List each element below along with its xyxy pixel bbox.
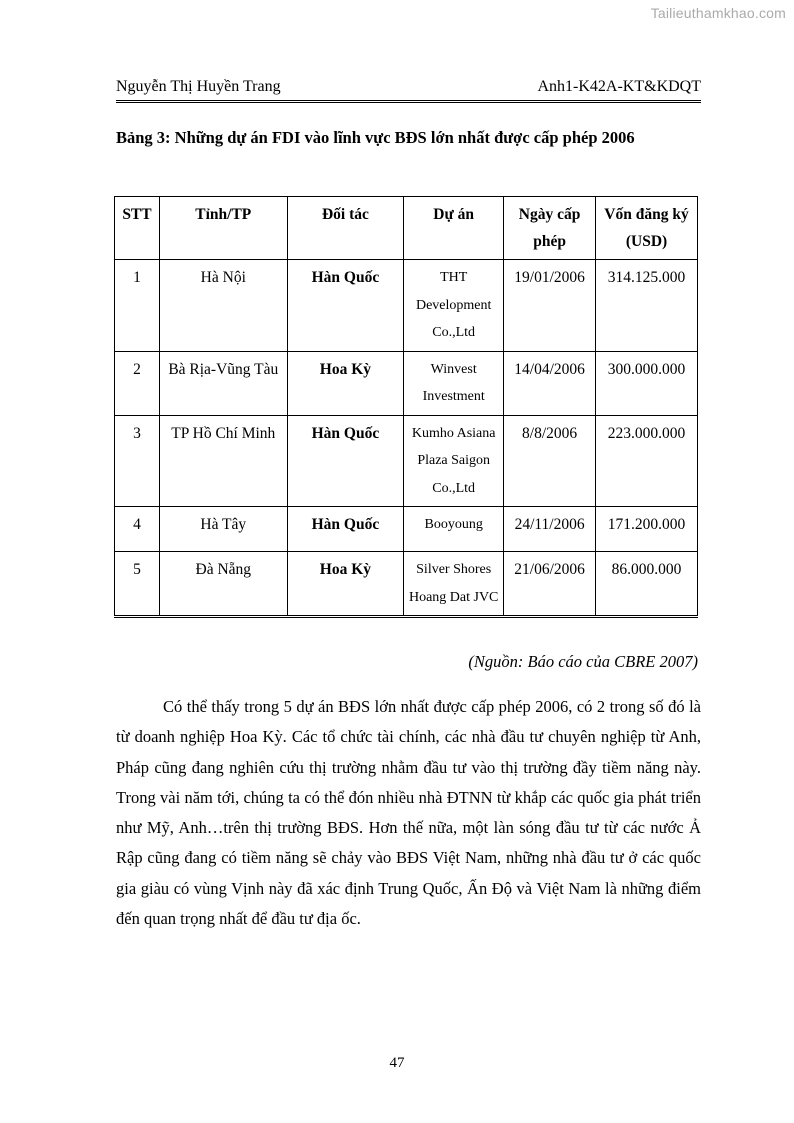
table-row [115,260,698,352]
cell-capital: 300.000.000 [596,351,698,415]
page-header [116,78,701,103]
cell-capital: 86.000.000 [596,552,698,617]
table-caption: Bảng 3: Những dự án FDI vào lĩnh vực BĐS lớn nhất được cấp phép 2006 [116,128,635,147]
cell-province: Đà Nẵng [159,552,287,617]
cell-capital: 171.200.000 [596,507,698,552]
cell-partner: Hàn Quốc [287,507,404,552]
column-header-project: Dự án [404,197,504,260]
cell-project: Kumho Asiana Plaza Saigon Co.,Ltd [404,415,504,507]
cell-province: Bà Rịa-Vũng Tàu [159,351,287,415]
table-header-row [115,197,698,260]
cell-province: Hà Tây [159,507,287,552]
header-author: Nguyễn Thị Huyền Trang [116,78,281,95]
table-row [115,552,698,617]
cell-partner: Hàn Quốc [287,260,404,352]
cell-stt: 3 [115,415,160,507]
cell-project: Winvest Investment [404,351,504,415]
header-class-code: Anh1-K42A-KT&KDQT [537,78,701,95]
cell-date: 8/8/2006 [504,415,596,507]
cell-date: 19/01/2006 [504,260,596,352]
cell-date: 14/04/2006 [504,351,596,415]
table-row [115,507,698,552]
table-source-note: (Nguồn: Báo cáo của CBRE 2007) [468,652,698,671]
cell-capital: 223.000.000 [596,415,698,507]
column-header-capital: Vốn đăng ký (USD) [596,197,698,260]
cell-stt: 5 [115,552,160,617]
cell-project: THT Development Co.,Ltd [404,260,504,352]
column-header-partner: Đối tác [287,197,404,260]
cell-stt: 2 [115,351,160,415]
cell-stt: 1 [115,260,160,352]
table-row [115,415,698,507]
cell-partner: Hàn Quốc [287,415,404,507]
cell-partner: Hoa Kỳ [287,351,404,415]
watermark: Tailieuthamkhao.com [650,5,786,21]
page-number: 47 [389,1055,405,1071]
body-paragraph: Có thể thấy trong 5 dự án BĐS lớn nhất được cấp phép 2006, có 2 trong số đó là từ doanh nghiệp Hoa Kỳ. Các tổ chức tài chính, các nhà đầu tư chuyên nghiệp từ Anh, Pháp cũng đang nghiên cứu thị trường nhằm đầu tư vào thị trường đầy tiềm năng này. Trong vài năm tới, chúng ta có thể đón nhiều nhà ĐTNN từ khắp các quốc gia phát triển như Mỹ, Anh…trên thị trường BĐS. Hơn thế nữa, một làn sóng đầu tư từ các nước Ả Rập cũng đang có tiềm năng sẽ chảy vào BĐS Việt Nam, những nhà đầu tư ở các quốc gia giàu có vùng Vịnh này đã xác định Trung Quốc, Ấn Độ và Việt Nam là những điểm đến quan trọng nhất để đầu tư địa ốc. [116,697,701,929]
column-header-stt: STT [115,197,160,260]
cell-partner: Hoa Kỳ [287,552,404,617]
cell-project: Silver Shores Hoang Dat JVC [404,552,504,617]
cell-province: TP Hồ Chí Minh [159,415,287,507]
column-header-province: Tỉnh/TP [159,197,287,260]
cell-project: Booyoung [404,507,504,552]
cell-date: 24/11/2006 [504,507,596,552]
fdi-projects-table [114,196,698,618]
cell-capital: 314.125.000 [596,260,698,352]
cell-province: Hà Nội [159,260,287,352]
cell-date: 21/06/2006 [504,552,596,617]
column-header-license-date: Ngày cấp phép [504,197,596,260]
table-row [115,351,698,415]
cell-stt: 4 [115,507,160,552]
